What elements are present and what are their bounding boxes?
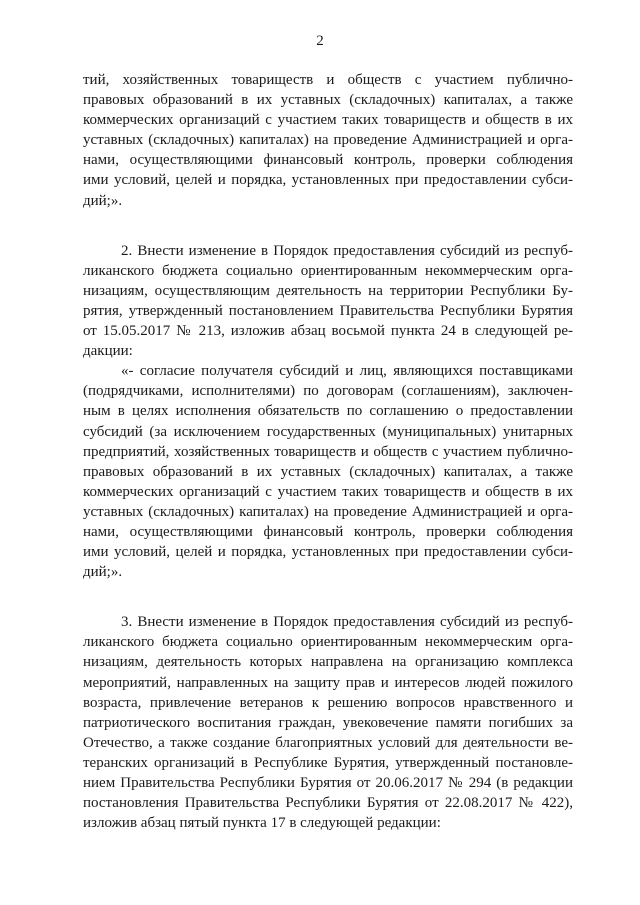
text-line: коммерческих организаций с участием таких товариществ и обществ в их — [83, 483, 573, 500]
paragraph-gap — [83, 582, 573, 612]
text-line: коммерческих организаций с участием таких товариществ и обществ в их — [83, 112, 573, 129]
text-line: нами, осуществляющими финансовый контроль, проверки соблюдения — [83, 152, 573, 169]
text-line: ими условий, целей и порядка, установленных при предоставлении субси- — [83, 172, 573, 189]
paragraph-continuation — [83, 70, 573, 211]
text-line: низациям, осуществляющим деятельность на территории Республики Бу- — [83, 282, 573, 299]
text-line: 2. Внести изменение в Порядок предоставления субсидий из респуб- — [121, 242, 573, 259]
text-line: субсидий (за исключением государственных (муниципальных) унитарных — [83, 423, 573, 440]
text-line: правовых образований в их уставных (складочных) капиталах, а также — [83, 92, 573, 109]
text-line: нием Правительства Республики Бурятия от 20.06.2017 № 294 (в редакции — [83, 775, 573, 791]
text-line: нами, осуществляющими финансовый контроль, проверки соблюдения — [83, 523, 573, 540]
text-line: 3. Внести изменение в Порядок предоставления субсидий из респуб- — [121, 614, 573, 631]
text-line: (подрядчиками, исполнителями) по договорам (соглашениям), заключен- — [83, 383, 573, 400]
text-line: ими условий, целей и порядка, установленных при предоставлении субси- — [83, 544, 573, 561]
text-line: патриотического воспитания граждан, увековечение памяти погибших за — [83, 714, 573, 731]
paragraph-gap — [83, 211, 573, 241]
text-line: изложив абзац пятый пункта 17 в следующей редакции: — [83, 815, 441, 832]
text-line: дакции: — [83, 343, 133, 360]
text-line: ликанского бюджета социально ориентированным некоммерческим орга- — [83, 634, 573, 651]
text-line: ным в целях исполнения обязательств по соглашению о предоставлении — [83, 403, 573, 420]
text-line: Отечество, а также создание благоприятных условий для деятельности ве- — [83, 734, 573, 751]
text-line: уставных (складочных) капиталах) на проведение Администрацией и орга- — [83, 503, 573, 520]
text-line: уставных (складочных) капиталах) на проведение Администрацией и орга- — [83, 132, 573, 149]
text-line: дий;». — [83, 192, 123, 209]
paragraph-quoted-text — [83, 361, 573, 582]
text-line: низациям, деятельность которых направлена на организацию комплекса — [83, 654, 573, 671]
text-line: постановления Правительства Республики Бурятия от 22.08.2017 № 422), — [83, 795, 573, 812]
text-line: предприятий, хозяйственных товариществ и обществ с участием публично- — [83, 443, 573, 460]
paragraph-item-3 — [83, 612, 573, 833]
text-line: мероприятий, направленных на защиту прав и интересов людей пожилого — [83, 674, 573, 691]
text-line: теранских организаций в Республике Бурятия, утвержденный постановле- — [83, 754, 573, 771]
text-line: дий;». — [83, 564, 123, 581]
text-line: тий, хозяйственных товариществ и обществ с участием публично- — [83, 72, 573, 88]
paragraph-item-2 — [83, 241, 573, 362]
text-line: возраста, привлечение ветеранов к решению вопросов нравственного и — [83, 694, 573, 711]
page-number: 2 — [316, 33, 324, 49]
text-line: ликанского бюджета социально ориентированным некоммерческим орга- — [83, 262, 573, 279]
text-line: правовых образований в их уставных (складочных) капиталах, а также — [83, 463, 573, 480]
document-body — [83, 70, 573, 833]
text-line: «- согласие получателя субсидий и лиц, являющихся поставщиками — [121, 363, 573, 380]
text-line: от 15.05.2017 № 213, изложив абзац восьмой пункта 24 в следующей ре- — [83, 323, 573, 340]
text-line: рятия, утвержденный постановлением Правительства Республики Бурятия — [83, 302, 573, 319]
